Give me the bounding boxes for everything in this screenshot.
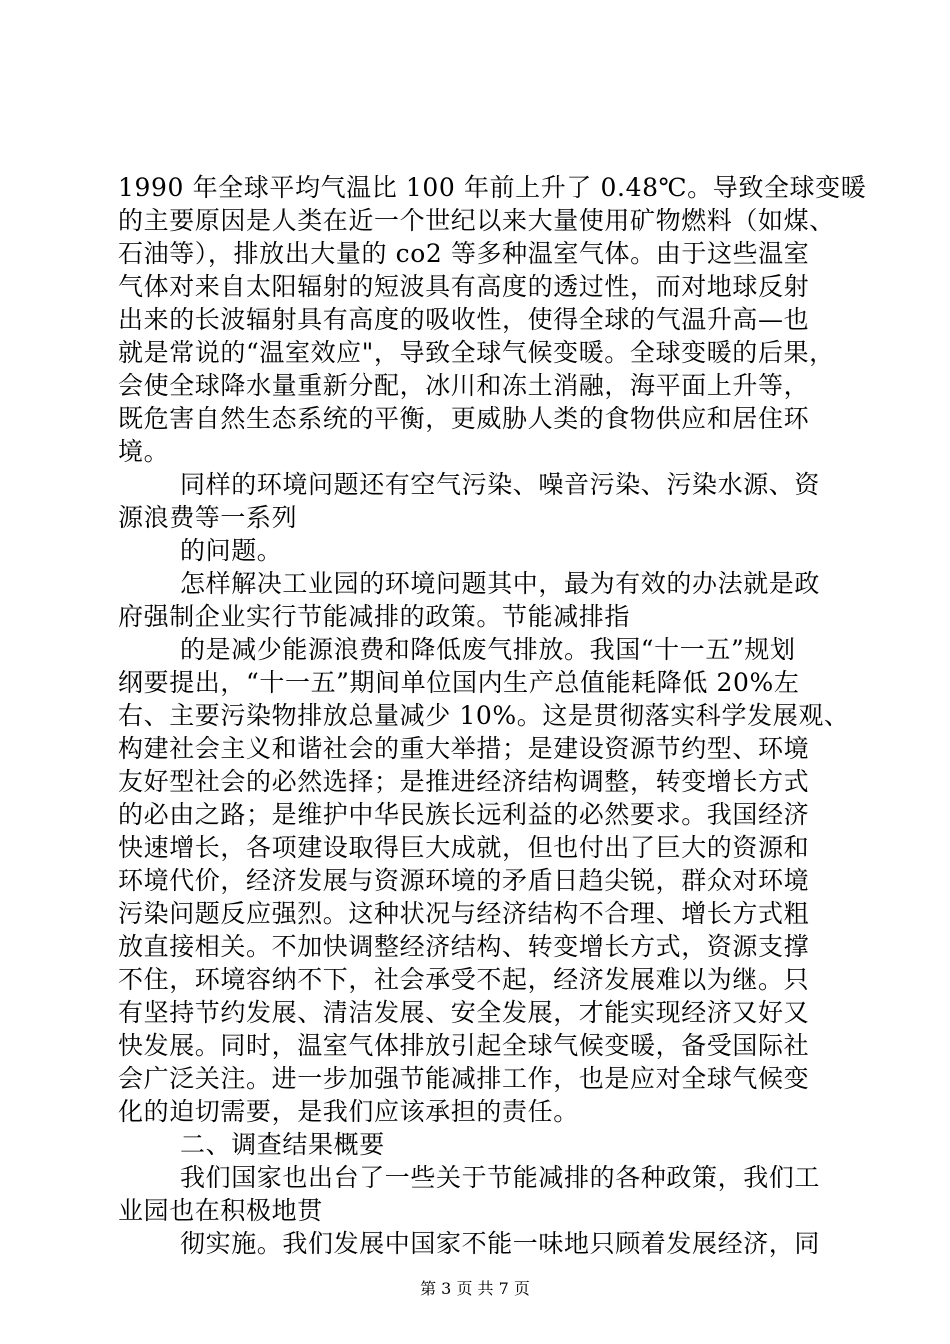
- text-line: 既危害自然生态系统的平衡，更威胁人类的食物供应和居住环: [118, 404, 810, 433]
- text-line: 府强制企业实行节能减排的政策。节能减排指: [118, 602, 631, 631]
- text-line: 污染问题反应强烈。这种状况与经济结构不合理、增长方式粗: [118, 899, 810, 928]
- paragraph-start-line: 怎样解决工业园的环境问题其中，最为有效的办法就是政: [180, 569, 821, 598]
- text-line: 境。: [118, 437, 170, 466]
- text-line: 的问题。: [180, 536, 283, 565]
- text-line: 气体对来自太阳辐射的短波具有高度的透过性，而对地球反射: [118, 272, 810, 301]
- text-line: 1990 年全球平均气温比 100 年前上升了 0.48℃。导致全球变暖: [118, 173, 867, 202]
- text-line: 的主要原因是人类在近一个世纪以来大量使用矿物燃料（如煤、: [118, 206, 835, 235]
- text-line: 出来的长波辐射具有高度的吸收性，使得全球的气温升高—也: [118, 305, 810, 334]
- text-line: 彻实施。我们发展中国家不能一味地只顾着发展经济，同: [180, 1229, 821, 1258]
- text-line: 的是减少能源浪费和降低废气排放。我国“十一五”规划: [180, 635, 796, 664]
- text-line: 的必由之路；是维护中华民族长远利益的必然要求。我国经济: [118, 800, 810, 829]
- text-line: 源浪费等一系列: [118, 503, 298, 532]
- text-line: 有坚持节约发展、清洁发展、安全发展，才能实现经济又好又: [118, 998, 810, 1027]
- text-line: 快速增长，各项建设取得巨大成就，但也付出了巨大的资源和: [118, 833, 810, 862]
- text-line: 构建社会主义和谐社会的重大举措；是建设资源节约型、环境: [118, 734, 810, 763]
- text-line: 不住，环境容纳不下，社会承受不起，经济发展难以为继。只: [118, 965, 810, 994]
- text-line: 环境代价，经济发展与资源环境的矛盾日趋尖锐，群众对环境: [118, 866, 810, 895]
- section-heading: 二、调查结果概要: [180, 1130, 385, 1159]
- text-line: 放直接相关。不加快调整经济结构、转变增长方式，资源支撑: [118, 932, 810, 961]
- page-footer: 第 3 页 共 7 页: [420, 1279, 530, 1298]
- text-line: 友好型社会的必然选择；是推进经济结构调整，转变增长方式: [118, 767, 810, 796]
- text-line: 纲要提出，“十一五”期间单位国内生产总值能耗降低 20%左: [118, 668, 800, 697]
- paragraph-start-line: 同样的环境问题还有空气污染、噪音污染、污染水源、资: [180, 470, 821, 499]
- text-line: 化的迫切需要，是我们应该承担的责任。: [118, 1097, 579, 1126]
- text-line: 快发展。同时，温室气体排放引起全球气候变暖，备受国际社: [118, 1031, 810, 1060]
- paragraph-start-line: 我们国家也出台了一些关于节能减排的各种政策，我们工: [180, 1163, 821, 1192]
- text-line: 就是常说的“温室效应"，导致全球气候变暖。全球变暖的后果，: [118, 338, 835, 367]
- text-line: 会使全球降水量重新分配，冰川和冻土消融，海平面上升等，: [118, 371, 810, 400]
- text-line: 右、主要污染物排放总量减少 10%。这是贯彻落实科学发展观、: [118, 701, 850, 730]
- text-line: 会广泛关注。进一步加强节能减排工作，也是应对全球气候变: [118, 1064, 810, 1093]
- text-line: 业园也在积极地贯: [118, 1196, 323, 1225]
- text-line: 石油等），排放出大量的 co2 等多种温室气体。由于这些温室: [118, 239, 810, 268]
